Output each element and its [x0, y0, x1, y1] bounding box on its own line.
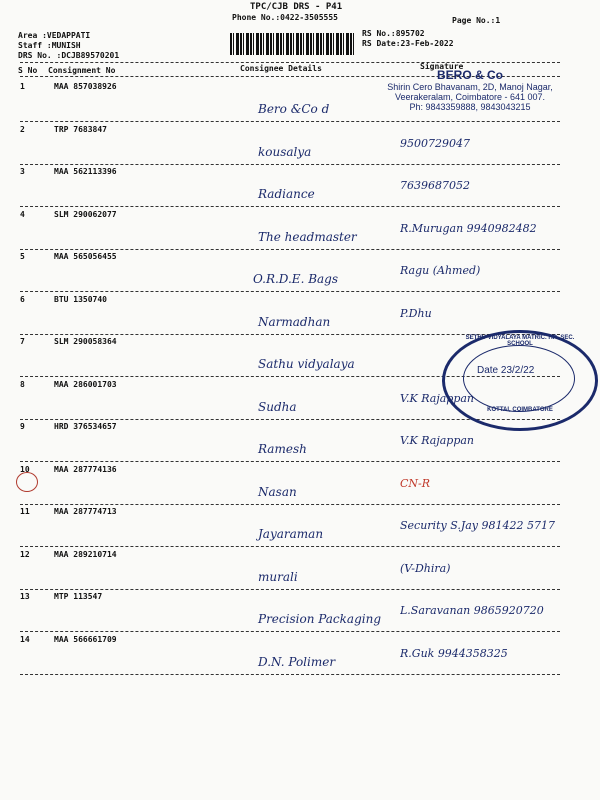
row-consignment-no: SLM 290058364: [54, 337, 117, 346]
row-consignee-handwritten: O.R.D.E. Bags: [253, 272, 339, 286]
row-consignment-no: MAA 287774136: [54, 464, 117, 474]
rs-number: RS No.:895702: [362, 29, 425, 38]
rs-date: RS Date:23-Feb-2022: [362, 39, 454, 48]
col-consignment: Consignment No: [48, 66, 116, 75]
row-separator: [20, 206, 560, 207]
row-signature-handwritten: 7639687052: [400, 179, 470, 192]
col-signature: Signature: [420, 62, 464, 71]
area: Area :VEDAPPATI: [18, 31, 91, 40]
row-signature-handwritten: V.K Rajappan: [400, 391, 475, 405]
row-signature-handwritten: CN-R: [400, 476, 431, 490]
row-separator: [20, 249, 560, 250]
row-sno: 4: [20, 209, 25, 219]
row-consignment-no: SLM 290062077: [54, 209, 117, 219]
row-consignment-no: TRP 7683847: [54, 124, 107, 134]
row-consignee-handwritten: Bero &Co d: [258, 102, 330, 116]
row-separator: [20, 546, 560, 547]
row-sno: 6: [20, 294, 25, 304]
row-consignment-no: MAA 289210714: [54, 549, 117, 559]
row-separator: [20, 164, 560, 165]
row-consignee-handwritten: murali: [258, 569, 298, 584]
row-consignment-no: MAA 286001703: [54, 379, 117, 389]
row-sno: 3: [20, 167, 25, 176]
row-sno: 11: [20, 507, 30, 516]
report-title: TPC/CJB DRS - P41: [250, 2, 343, 12]
row-sno: 10: [20, 464, 30, 474]
row-signature-handwritten: Security S.Jay 981422 5717: [400, 519, 555, 532]
row-signature-handwritten: 9500729047: [400, 136, 470, 150]
circle-mark: [16, 472, 38, 492]
row-consignee-handwritten: The headmaster: [258, 229, 357, 244]
row-sno: 7: [20, 337, 25, 346]
bero-stamp-line3: Ph: 9843359888, 9843043215: [409, 102, 531, 112]
row-consignee-handwritten: Ramesh: [258, 442, 307, 456]
row-consignment-no: HRD 376534657: [54, 422, 117, 431]
row-consignment-no: MAA 562113396: [54, 167, 117, 176]
row-consignee-handwritten: Nasan: [258, 484, 297, 499]
row-signature-handwritten: Ragu (Ahmed): [400, 264, 481, 277]
row-separator: [20, 121, 560, 122]
row-consignee-handwritten: Sudha: [258, 399, 297, 414]
row-separator: [20, 291, 560, 292]
bero-stamp-line1: Shirin Cero Bhavanam, 2D, Manoj Nagar,: [387, 82, 553, 92]
school-stamp: [442, 330, 598, 431]
bero-stamp: [370, 68, 570, 112]
phone-number: Phone No.:0422-3505555: [232, 13, 338, 22]
row-consignment-no: MAA 287774713: [54, 507, 117, 516]
row-sno: 5: [20, 252, 25, 261]
row-consignment-no: MAA 565056455: [54, 252, 117, 261]
header-rule-top: [20, 62, 560, 63]
row-separator: [20, 589, 560, 590]
row-consignee-handwritten: D.N. Polimer: [258, 654, 336, 669]
row-signature-handwritten: P.Dhu: [400, 306, 432, 320]
row-signature-handwritten: R.Murugan 9940982482: [400, 221, 537, 235]
row-signature-handwritten: V.K Rajappan: [400, 434, 475, 447]
row-consignment-no: MTP 113547: [54, 592, 103, 601]
row-consignee-handwritten: kousalya: [258, 144, 312, 159]
row-consignment-no: MAA 566661709: [54, 634, 117, 644]
school-stamp-place: KOTTAI, COIMBATORE: [487, 407, 553, 413]
bero-stamp-name: BERO & Co: [437, 68, 503, 82]
page-number: Page No.:1: [452, 16, 501, 25]
row-sno: 1: [20, 82, 25, 91]
row-sno: 2: [20, 124, 25, 134]
row-signature-handwritten: R.Guk 9944358325: [400, 646, 508, 660]
staff: Staff :MUNISH: [18, 41, 81, 50]
col-consignee: Consignee Details: [240, 64, 322, 73]
row-consignee-handwritten: Narmadhan: [258, 314, 331, 329]
col-sno: S No: [18, 66, 38, 75]
row-sno: 9: [20, 422, 25, 431]
row-sno: 13: [20, 592, 30, 601]
drs-number: DRS No. :DCJB89570201: [18, 51, 120, 60]
row-separator: [20, 504, 560, 505]
row-consignment-no: BTU 1350740: [54, 294, 107, 304]
row-consignee-handwritten: Precision Packaging: [258, 612, 381, 626]
school-stamp-name: SETHU VIDYALAYA MATRIC. HR. SEC. SCHOOL: [465, 335, 575, 347]
row-consignment-no: MAA 857038926: [54, 82, 117, 91]
row-consignee-handwritten: Jayaraman: [258, 527, 324, 541]
row-consignee-handwritten: Radiance: [258, 187, 315, 201]
school-stamp-date: Date 23/2/22: [477, 365, 535, 376]
row-sno: 12: [20, 549, 30, 559]
row-separator: [20, 631, 560, 632]
row-signature-handwritten: (V-Dhira): [400, 561, 451, 575]
row-separator: [20, 674, 560, 675]
barcode: [230, 33, 355, 55]
bero-stamp-line2: Veerakeralam, Coimbatore - 641 007.: [394, 92, 546, 102]
row-signature-handwritten: L.Saravanan 9865920720: [400, 604, 544, 617]
row-separator: [20, 461, 560, 462]
row-sno: 8: [20, 379, 25, 389]
row-sno: 14: [20, 634, 30, 644]
row-consignee-handwritten: Sathu vidyalaya: [258, 357, 355, 371]
